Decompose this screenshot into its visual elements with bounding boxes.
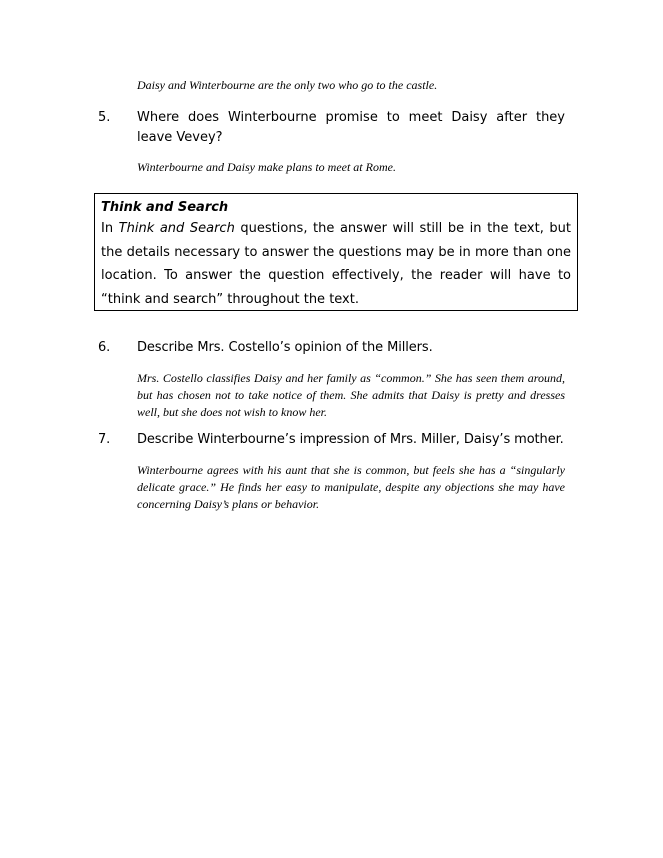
think-and-search-box [94, 193, 578, 311]
answer-6: Mrs. Costello classifies Daisy and her family as “common.” She has seen them around, but has chosen not to take notice of them. She admits that Daisy is pretty and dresses well, but she does not wish to know her. [137, 371, 565, 419]
question-7-number: 7. [98, 432, 111, 447]
question-6-text: Describe Mrs. Costello’s opinion of the Millers. [137, 340, 433, 355]
question-5-text: Where does Winterbourne promise to meet Daisy after they leave Vevey? [137, 110, 565, 145]
box-title: Think and Search [101, 200, 229, 215]
question-6-number: 6. [98, 340, 111, 355]
answer-5: Winterbourne and Daisy make plans to meet at Rome. [137, 160, 396, 174]
answer-7: Winterbourne agrees with his aunt that she is common, but feels she has a “singularly delicate grace.” He finds her easy to manipulate, despite any objections she may have concerning Daisy’s plans or behavior. [137, 463, 565, 511]
answer-4: Daisy and Winterbourne are the only two who go to the castle. [137, 78, 438, 92]
box-term: Think and Search [118, 221, 235, 236]
question-7-text: Describe Winterbourne’s impression of Mrs. Miller, Daisy’s mother. [137, 432, 564, 447]
box-body [101, 217, 571, 311]
question-5-number: 5. [98, 110, 111, 125]
box-intro: In [101, 221, 119, 236]
box-body-text: questions, the answer will still be in the text, but the details necessary to answer the questions may be in more than one location. To answer the question effectively, the reader will have to “think and search” throughout the text. [101, 221, 571, 307]
